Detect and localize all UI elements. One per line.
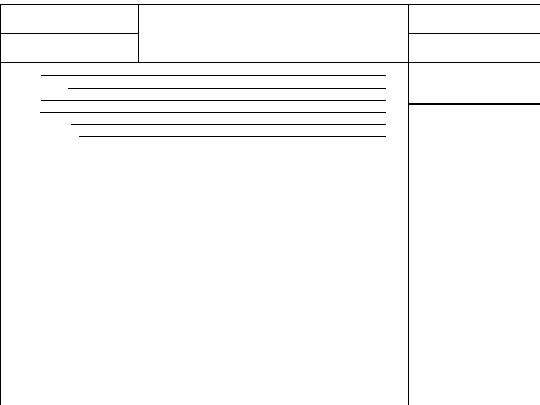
name-field-line[interactable] <box>41 75 386 76</box>
image-box <box>408 62 540 104</box>
left-form-border <box>0 62 1 405</box>
model-type-field-line[interactable] <box>68 88 386 89</box>
left-empire-symbol-box <box>0 4 139 34</box>
center-divider <box>408 62 409 405</box>
right-empire-symbol-box <box>408 4 540 34</box>
left-empire-box <box>0 33 139 63</box>
description-field-line[interactable] <box>79 136 386 137</box>
specs-table-top <box>408 104 540 105</box>
right-empire-box <box>408 33 540 63</box>
crew-field-line[interactable] <box>40 112 386 113</box>
name-model-box <box>138 4 409 63</box>
passengers-field-line[interactable] <box>71 124 386 125</box>
class-field-line[interactable] <box>41 100 386 101</box>
